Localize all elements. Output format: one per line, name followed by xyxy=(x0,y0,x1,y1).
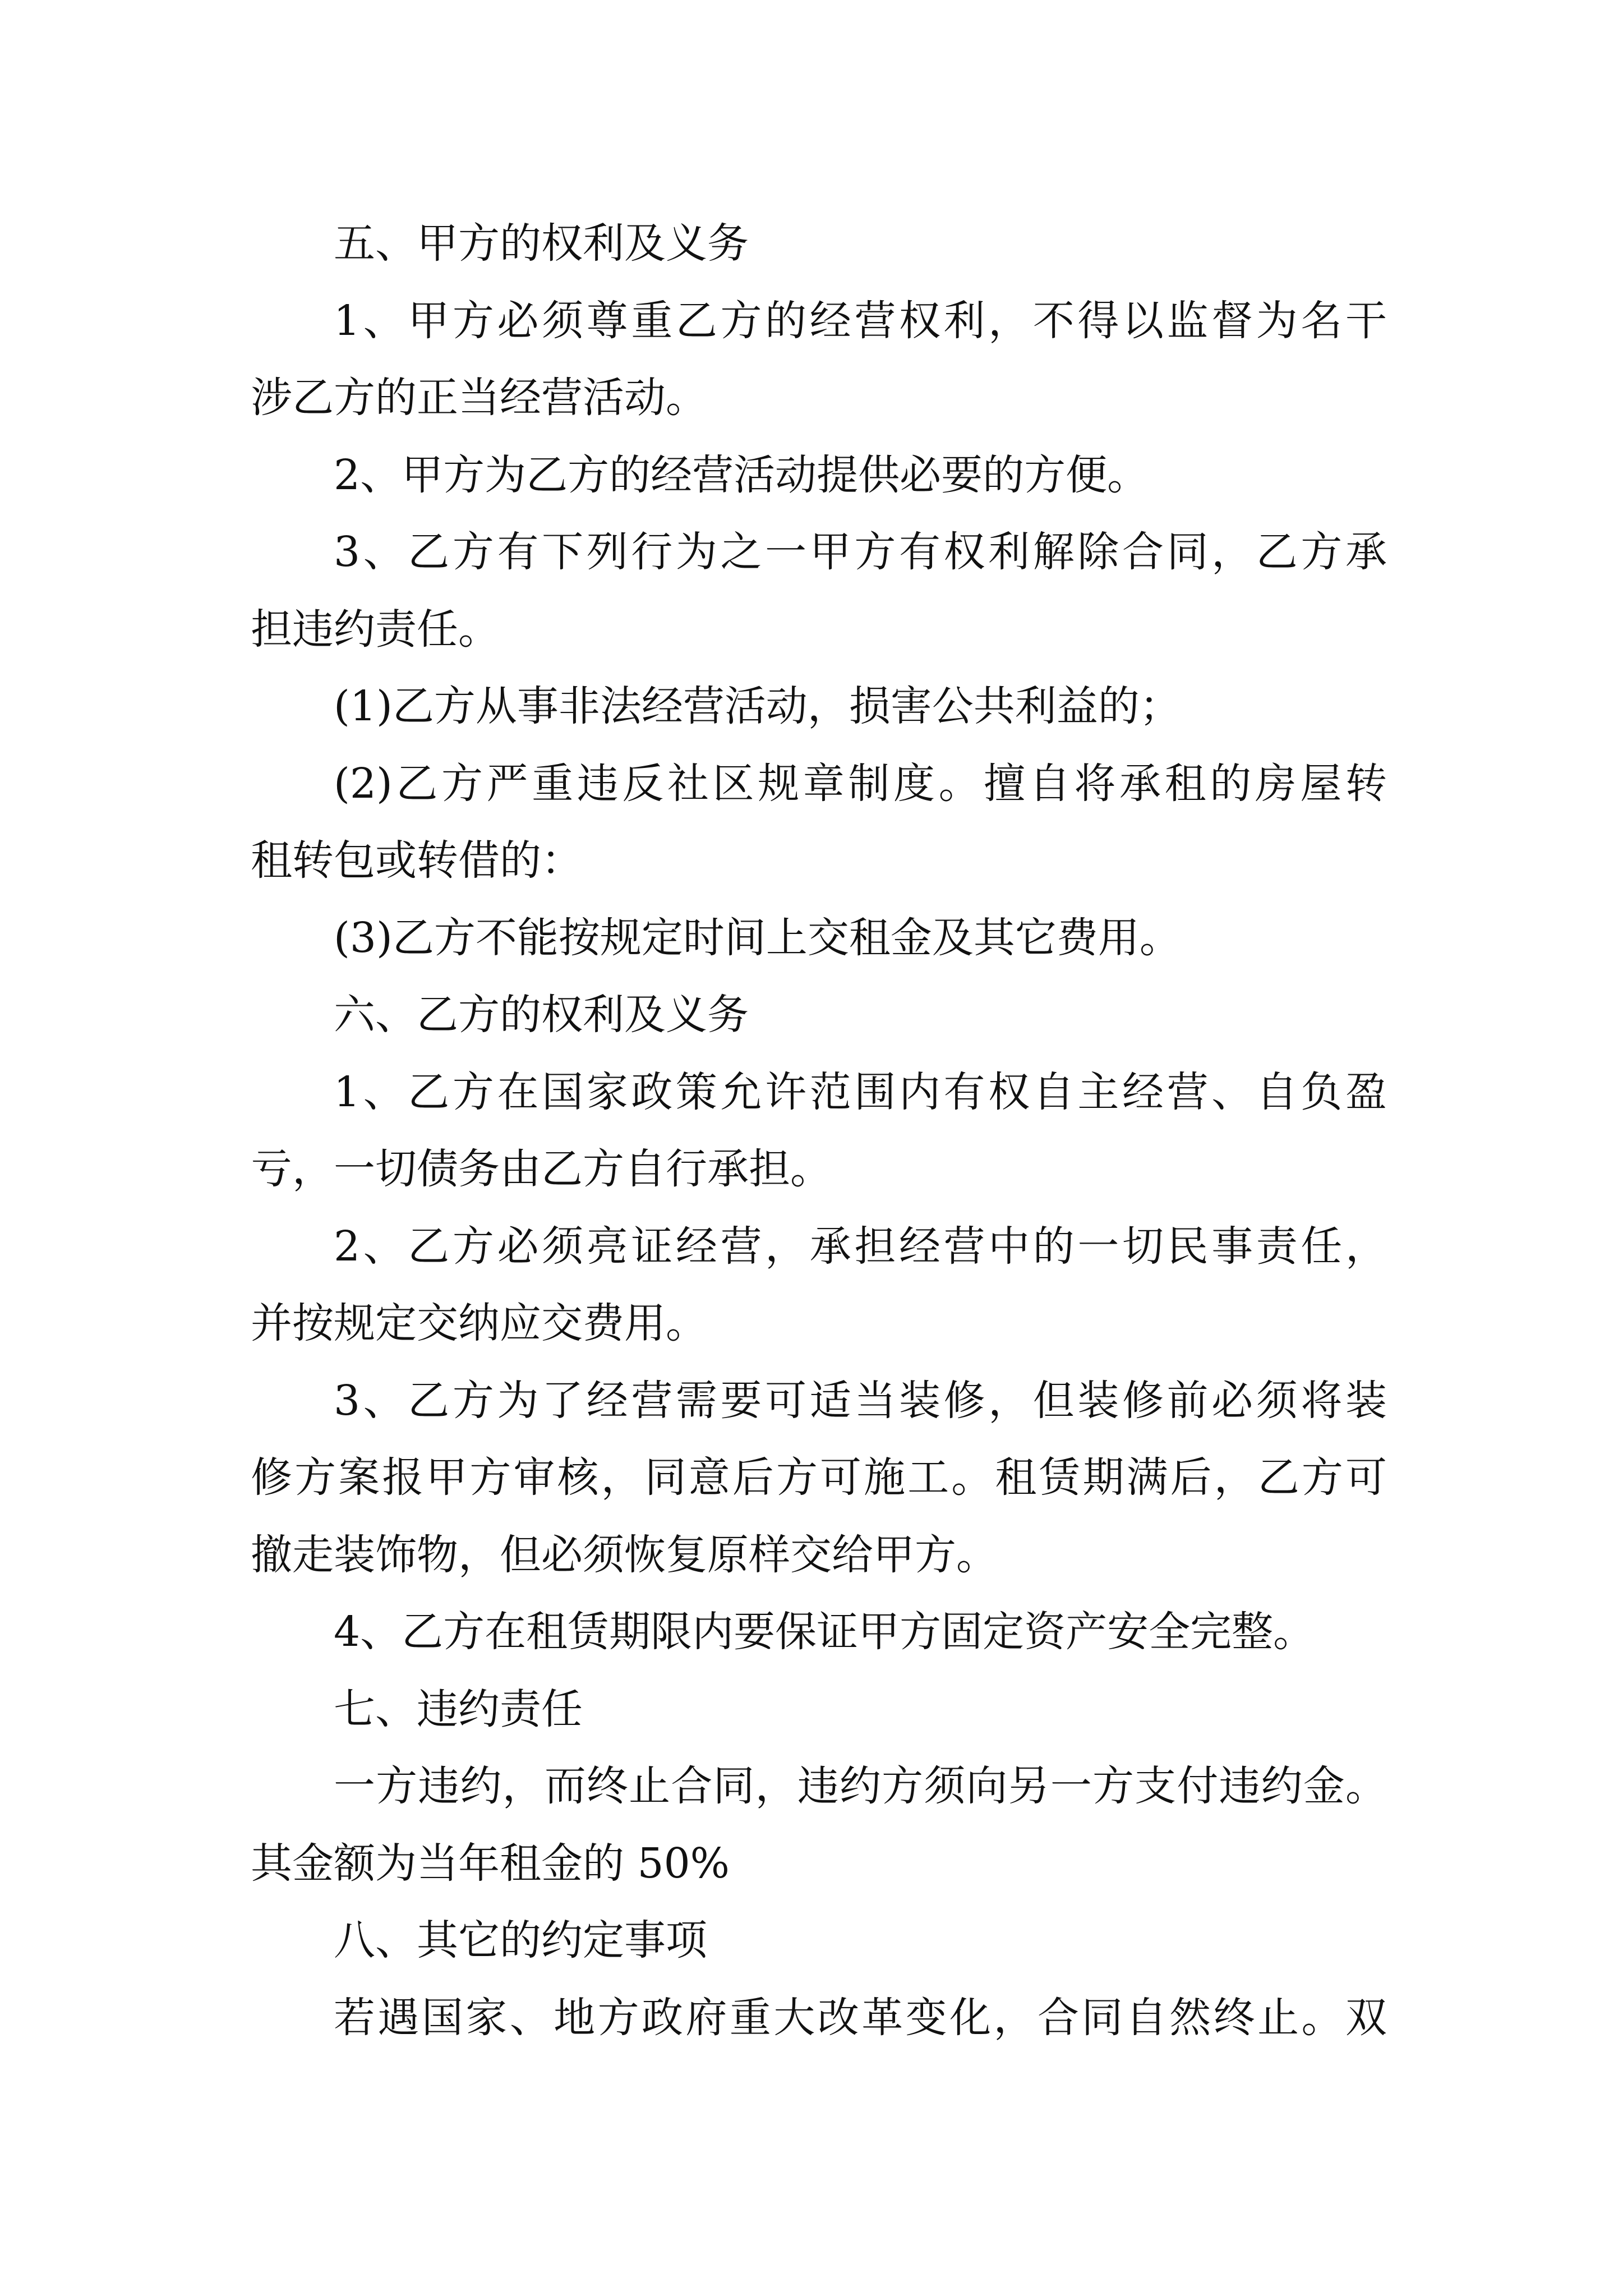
text-line: 3、乙方为了经营需要可适当装修，但装修前必须将装 xyxy=(334,1376,1387,1425)
text-line: 一方违约，而终止合同，违约方须向另一方支付违约金。 xyxy=(334,1762,1387,1810)
paragraph xyxy=(251,1748,1387,1902)
text-line: (3)乙方不能按规定时间上交租金及其它费用。 xyxy=(334,913,1181,962)
text-line: 若遇国家、地方政府重大改革变化，合同自然终止。双 xyxy=(334,1993,1387,2042)
text-line: 撤走装饰物，但必须恢复原样交给甲方。 xyxy=(251,1530,998,1579)
paragraph xyxy=(251,900,1387,977)
text-line: 租转包或转借的： xyxy=(251,836,583,885)
paragraph xyxy=(251,746,1387,900)
paragraph xyxy=(251,1363,1387,1594)
text-line: 亏，一切债务由乙方自行承担。 xyxy=(251,1145,832,1193)
paragraph xyxy=(251,1208,1387,1363)
text-line: 1、甲方必须尊重乙方的经营权利，不得以监督为名干 xyxy=(334,296,1387,345)
paragraph xyxy=(251,668,1387,746)
document-body xyxy=(251,205,1387,2056)
section-heading: 五、甲方的权利及义务 xyxy=(334,219,749,268)
text-line: 3、乙方有下列行为之一甲方有权利解除合同，乙方承 xyxy=(334,528,1387,576)
text-line: 4、乙方在租赁期限内要保证甲方固定资产安全完整。 xyxy=(334,1608,1315,1656)
paragraph xyxy=(251,1054,1387,1208)
paragraph xyxy=(251,1980,1387,2057)
text-line: 涉乙方的正当经营活动。 xyxy=(251,374,707,422)
section-heading: 七、违约责任 xyxy=(334,1685,583,1733)
text-line: (1)乙方从事非法经营活动，损害公共利益的； xyxy=(334,682,1181,730)
text-line: 其金额为当年租金的 50% xyxy=(251,1839,730,1888)
text-line: (2)乙方严重违反社区规章制度。擅自将承租的房屋转 xyxy=(334,759,1387,808)
paragraph xyxy=(251,514,1387,668)
text-line: 并按规定交纳应交费用。 xyxy=(251,1299,707,1347)
text-line: 1、乙方在国家政策允许范围内有权自主经营、自负盈 xyxy=(334,1068,1387,1116)
text-line: 2、乙方必须亮证经营，承担经营中的一切民事责任， xyxy=(334,1222,1387,1271)
paragraph xyxy=(251,1594,1387,1671)
paragraph xyxy=(251,437,1387,514)
text-line: 修方案报甲方审核，同意后方可施工。租赁期满后，乙方可 xyxy=(251,1453,1387,1502)
text-line: 2、甲方为乙方的经营活动提供必要的方便。 xyxy=(334,450,1149,499)
paragraph xyxy=(251,283,1387,437)
section-heading: 八、其它的约定事项 xyxy=(334,1916,707,1964)
text-line: 担违约责任。 xyxy=(251,605,500,654)
section-heading: 六、乙方的权利及义务 xyxy=(334,991,749,1039)
